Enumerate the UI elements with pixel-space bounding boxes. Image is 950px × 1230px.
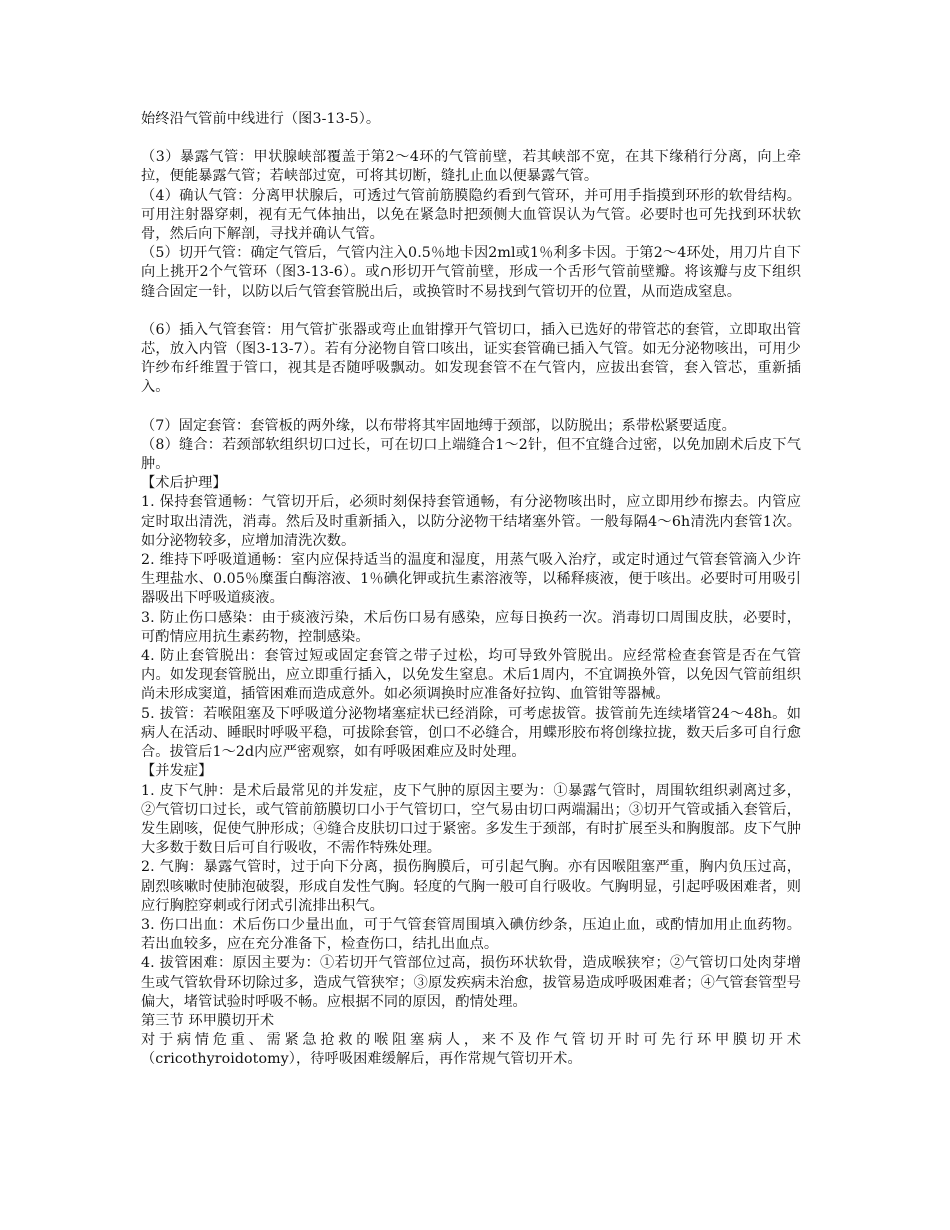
paragraph: 4. 拔管困难：原因主要为：①若切开气管部位过高，损伤环状软骨，造成喉狭窄；②气管切口处肉芽增生或气管软骨环切除过多，造成气管狭窄；③原发疾病未治愈，拔管易造成呼吸困难者；④气管套管型号偏大，堵管试验时呼吸不畅。应根据不同的原因，酌情处理。 xyxy=(141,955,801,1010)
paragraph: 4. 防止套管脱出：套管过短或固定套管之带子过松，均可导致外管脱出。应经常检查套管是否在气管内。如发现套管脱出，应立即重行插入，以免发生窒息。术后1周内，不宜调换外管，以免因气管前组织尚未形成窦道，插管困难而造成意外。如必须调换时应准备好拉钩、血管钳等器械。 xyxy=(141,648,801,703)
paragraph: 1. 皮下气肿：是术后最常见的并发症，皮下气肿的原因主要为：①暴露气管时，周围软组织剥离过多，②气管切口过长，或气管前筋膜切口小于气管切口，空气易由切口两端漏出；③切开气管或插入套管后，发生剧咳，促使气肿形成；④缝合皮肤切口过于紧密。多发生于颈部，有时扩展至头和胸腹部。皮下气肿大多数于数日后可自行吸收，不需作特殊处理。 xyxy=(141,782,801,857)
paragraph: 对于病情危重、需紧急抢救的喉阻塞病人，来不及作气管切开时可先行环甲膜切开术（cricothyroidotomy），待呼吸困难缓解后，再作常规气管切开术。 xyxy=(141,1032,801,1068)
paragraph: 【术后护理】 xyxy=(141,475,227,492)
paragraph: 3. 伤口出血：术后伤口少量出血，可于气管套管周围填入碘仿纱条，压迫止血，或酌情加用止血药物。若出血较多，应在充分准备下，检查伤口，结扎出血点。 xyxy=(141,916,801,953)
paragraph: （6）插入气管套管：用气管扩张器或弯止血钳撑开气管切口，插入已选好的带管芯的套管，立即取出管芯，放入内管（图3-13-7）。若有分泌物自管口咳出，证实套管确已插入气管。如无分泌物咳出，可用少许纱布纤维置于管口，视其是否随呼吸飘动。如发现套管不在气管内，应拔出套管，套入管芯，重新插入。 xyxy=(141,321,801,396)
paragraph: 【并发症】 xyxy=(141,763,213,780)
paragraph: 3. 防止伤口感染：由于痰液污染，术后伤口易有感染，应每日换药一次。消毒切口周围皮肤，必要时，可酌情应用抗生素药物，控制感染。 xyxy=(141,609,801,645)
paragraph: （5）切开气管：确定气管后，气管内注入0.5％地卡因2ml或1％利多卡因。于第2～4环处，用刀片自下向上挑开2个气管环（图3-13-6）。或∩形切开气管前壁，形成一个舌形气管前壁瓣。将该瓣与皮下组织缝合固定一针，以防以后气管套管脱出后，或换管时不易找到气管切开的位置，从而造成窒息。 xyxy=(141,245,801,300)
paragraph: 5. 拔管：若喉阻塞及下呼吸道分泌物堵塞症状已经消除，可考虑拔管。拔管前先连续堵管24～48h。如病人在活动、睡眠时呼吸平稳，可拔除套管，创口不必缝合，用蝶形胶布将创缘拉拢，数天后多可自行愈合。拔管后1～2d内应严密观察，如有呼吸困难应及时处理。 xyxy=(141,705,801,761)
paragraph: 第三节 环甲膜切开术 xyxy=(141,1012,275,1029)
paragraph: （3）暴露气管：甲状腺峡部覆盖于第2～4环的气管前壁，若其峡部不宽，在其下缘稍行分离，向上牵拉，便能暴露气管；若峡部过宽，可将其切断，缝扎止血以便暴露气管。 xyxy=(141,149,801,185)
paragraph: （7）固定套管：套管板的两外缘，以布带将其牢固地缚于颈部，以防脱出；系带松紧要适度。 xyxy=(141,417,736,434)
paragraph: （4）确认气管：分离甲状腺后，可透过气管前筋膜隐约看到气管环，并可用手指摸到环形的软骨结构。可用注射器穿刺，视有无气体抽出，以免在紧急时把颈侧大血管误认为气管。必要时也可先找到环状软骨，然后向下解剖，寻找并确认气管。 xyxy=(141,187,801,243)
paragraph: 2. 维持下呼吸道通畅：室内应保持适当的温度和湿度，用蒸气吸入治疗，或定时通过气管套管滴入少许生理盐水、0.05％糜蛋白酶溶液、1％碘化钾或抗生素溶液等，以稀释痰液，便于咳出。必要时可用吸引器吸出下呼吸道痰液。 xyxy=(141,552,801,607)
paragraph: 始终沿气管前中线进行（图3-13-5）。 xyxy=(141,111,381,127)
paragraph: （8）缝合：若颈部软组织切口过长，可在切口上端缝合1～2针，但不宜缝合过密，以免加剧术后皮下气肿。 xyxy=(141,436,801,473)
paragraph: 2. 气胸：暴露气管时，过于向下分离，损伤胸膜后，可引起气胸。亦有因喉阻塞严重，胸内负压过高，剧烈咳嗽时使肺泡破裂，形成自发性气胸。轻度的气胸一般可自行吸收。气胸明显，引起呼吸困难者，则应行胸腔穿刺或行闭式引流排出积气。 xyxy=(141,859,801,914)
paragraph: 1. 保持套管通畅：气管切开后，必须时刻保持套管通畅，有分泌物咳出时，应立即用纱布擦去。内管应定时取出清洗，消毒。然后及时重新插入，以防分泌物干结堵塞外管。一般每隔4～6h清洗内套管1次。如分泌物较多，应增加清洗次数。 xyxy=(141,494,801,549)
document-body xyxy=(141,110,801,1070)
